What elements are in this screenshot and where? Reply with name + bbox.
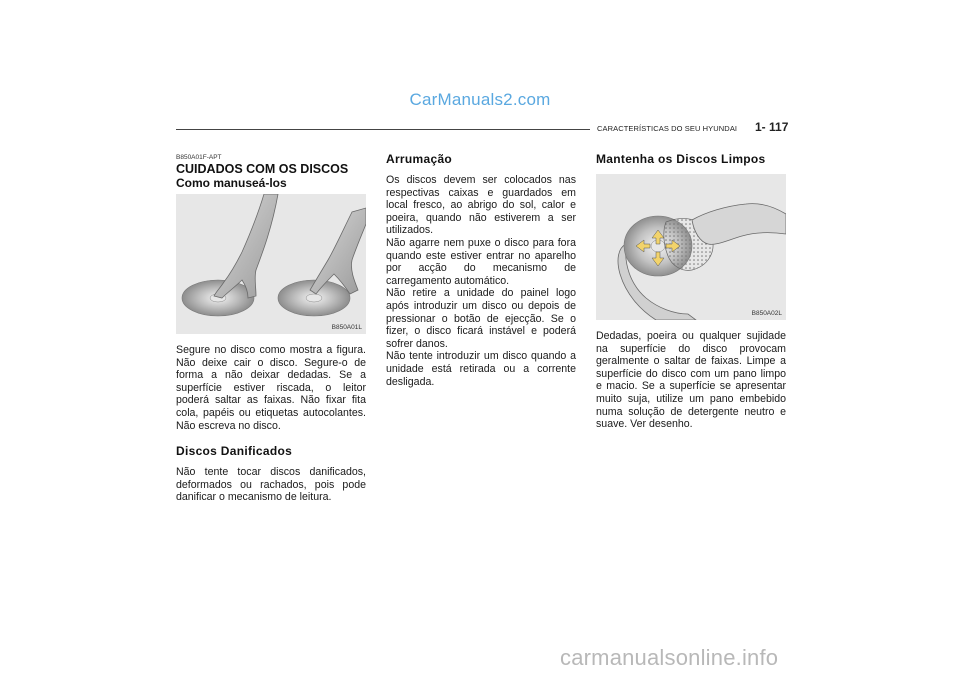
column-storage xyxy=(386,150,576,388)
damaged-discs-title: Discos Danificados xyxy=(176,444,293,459)
figure-code: B850A01L xyxy=(331,324,362,331)
header-rule xyxy=(176,129,590,130)
hand-wiping xyxy=(692,204,786,245)
handling-paragraph: Segure no disco como mostra a figura. Não deixe cair o disco. Segure-o de forma a não deixar dedadas. Se a superfície estiver riscada, o leitor poderá saltar as faixas. Não fixar fita cola, papéis ou etiquetas autocolantes. Não escreva no disco. xyxy=(176,344,366,432)
figure-cleaning-disc xyxy=(596,174,786,320)
column-handling xyxy=(176,150,366,504)
section-heading: CUIDADOS COM OS DISCOS xyxy=(176,162,349,176)
hand-left xyxy=(214,194,278,298)
watermark-bottom[interactable]: carmanualsonline.info xyxy=(560,645,779,670)
storage-title: Arrumação xyxy=(386,152,453,166)
section-title: CARACTERÍSTICAS DO SEU HYUNDAI xyxy=(597,124,738,133)
cleaning-disc-illustration xyxy=(596,174,786,320)
section-code: B850A01F-APT xyxy=(176,154,222,161)
figure-hands-holding-discs xyxy=(176,194,366,334)
hands-holding-discs-illustration xyxy=(176,194,366,334)
cleaning-title: Mantenha os Discos Limpos xyxy=(596,152,766,166)
storage-paragraph: Os discos devem ser colocados nas respectivas caixas e guardados em local fresco, ao abrigo do sol, calor e poeira, quando não estiverem a ser utilizados. Não agarre nem puxe o disco para fora quando este estiver entrar no aparelho por acção do mecanismo de carregamento automático. Não retire a unidade do painel logo após introduzir um disco ou depois de pressionar o botão de ejecção. Se o fizer, o disco ficará instável e poderá sofrer danos. Não tente introduzir um disco quando a unidade está retirada ou a corrente desligada. xyxy=(386,174,576,388)
column-cleaning xyxy=(596,150,786,431)
cleaning-paragraph: Dedadas, poeira ou qualquer sujidade na superfície do disco provocam geralmente o saltar de faixas. Limpe a superfície do disco com um pano limpo e macio. Se a superfície se apresentar muito suja, utilize um pano embebido numa solução de detergente neutro e suave. Ver desenho. xyxy=(596,330,786,431)
figure-code: B850A02L xyxy=(751,310,782,317)
hand-right xyxy=(310,208,366,294)
watermark-top[interactable]: CarManuals2.com xyxy=(409,90,551,109)
section-subheading: Como manuseá-los xyxy=(176,176,287,190)
page-number: 1- 117 xyxy=(755,120,789,134)
damaged-discs-paragraph: Não tente tocar discos danificados, deformados ou rachados, pois pode danificar o mecanismo de leitura. xyxy=(176,466,366,504)
